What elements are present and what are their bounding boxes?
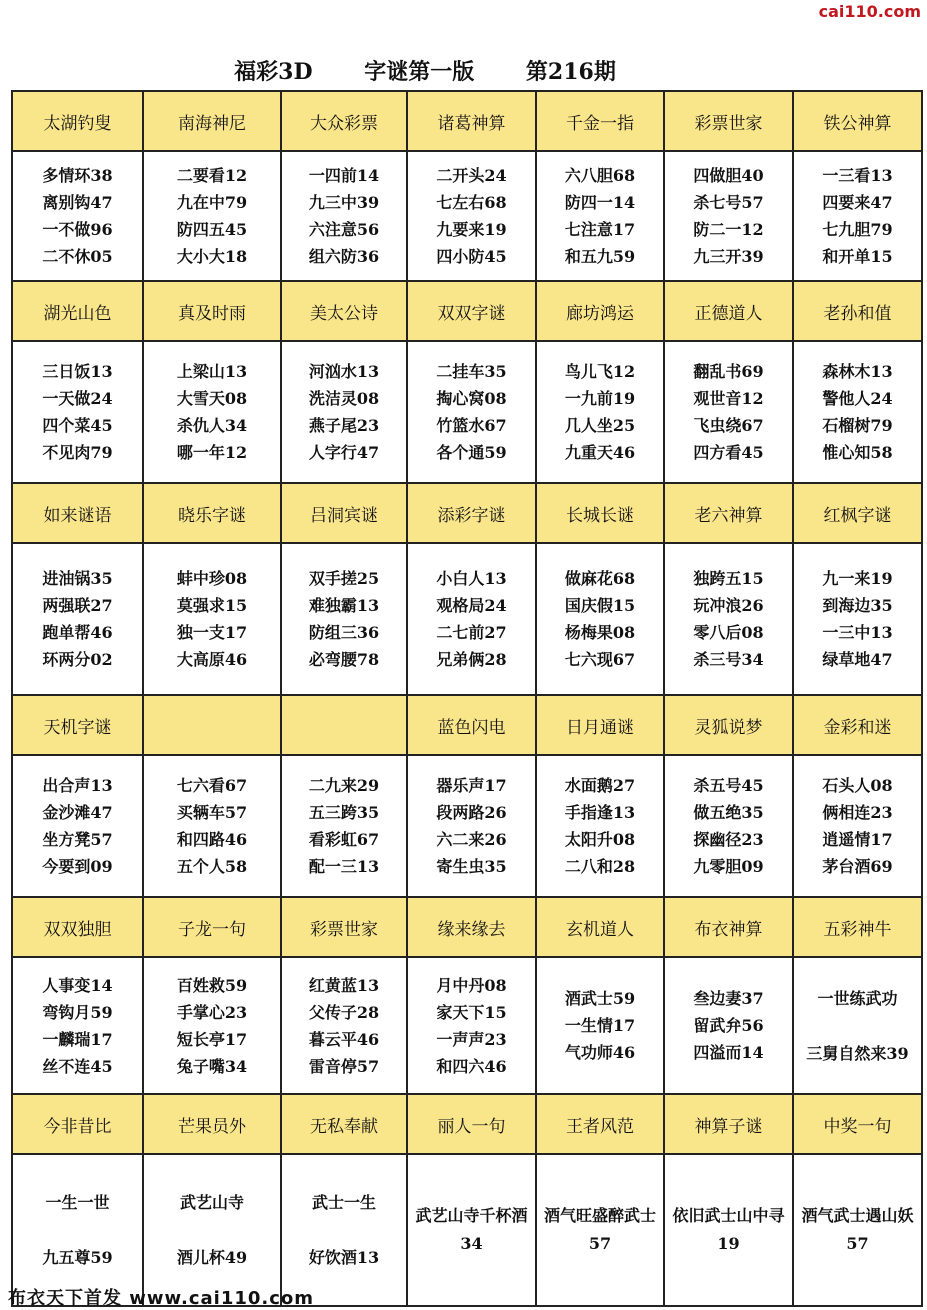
author-name: 今非昔比: [12, 1094, 143, 1154]
riddle-line: 四做胆40: [693, 166, 764, 185]
riddle-line: 酒气武士遇山妖57: [801, 1206, 914, 1253]
riddle-cell: [536, 755, 664, 897]
author-name: 缘来缘去: [407, 897, 536, 957]
author-name: 五彩神牛: [793, 897, 922, 957]
riddle-line: 五个人58: [176, 857, 248, 876]
riddle-line: 和五九59: [564, 247, 636, 266]
riddle-line: 九要来19: [436, 220, 507, 239]
riddle-line: 和开单15: [822, 247, 893, 266]
riddle-line: 七注意17: [564, 220, 636, 239]
author-name: [143, 695, 281, 755]
riddle-cell: [536, 341, 664, 483]
riddle-line: 兄弟俩28: [436, 650, 507, 669]
riddle-line: 三舅自然来39: [806, 1043, 909, 1063]
author-name: 湖光山色: [12, 281, 143, 341]
riddle-line: 九在中79: [176, 193, 248, 212]
riddle-line: 一不做96: [42, 220, 113, 239]
author-name: 丽人一句: [407, 1094, 536, 1154]
riddle-cell: [664, 755, 793, 897]
riddle-line: 一三看13: [822, 166, 893, 185]
riddle-line: 九一来19: [822, 569, 893, 588]
riddle-line: 杨梅果08: [564, 623, 636, 642]
riddle-cell: [143, 755, 281, 897]
riddle-line: 国庆假15: [564, 596, 636, 615]
riddle-line: 酒儿杯49: [176, 1248, 248, 1267]
riddle-line: 大雪天08: [176, 389, 248, 408]
riddle-cell: [407, 755, 536, 897]
author-name: 神算子谜: [664, 1094, 793, 1154]
riddle-line: 丝不连45: [42, 1056, 113, 1076]
riddle-line: 二七前27: [436, 623, 507, 642]
riddle-line: 绿草地47: [822, 650, 893, 669]
riddle-line: 五三跨35: [308, 803, 380, 822]
riddle-cell: [281, 341, 407, 483]
riddle-line: 九三开39: [693, 247, 764, 266]
riddle-row: [12, 341, 922, 483]
header-row: [12, 91, 922, 151]
riddle-line: 各个通59: [436, 443, 507, 462]
author-name: 铁公神算: [793, 91, 922, 151]
riddle-cell: [536, 1154, 664, 1306]
author-name: 彩票世家: [281, 897, 407, 957]
author-name: 灵狐说梦: [664, 695, 793, 755]
riddle-line: 和四六46: [436, 1056, 507, 1076]
riddle-line: 零八后08: [693, 623, 764, 642]
riddle-line: 一生一世: [45, 1193, 110, 1212]
riddle-line: 四溢而14: [693, 1043, 764, 1062]
riddle-line: 器乐声17: [436, 776, 507, 795]
author-name: 美太公诗: [281, 281, 407, 341]
riddle-line: 一九前19: [564, 389, 636, 408]
riddle-line: 翻乱书69: [693, 362, 764, 381]
riddle-cell: [143, 543, 281, 695]
riddle-line: 到海边35: [822, 596, 893, 615]
riddle-line: 不见肉79: [42, 443, 113, 462]
riddle-line: 独一支17: [176, 623, 248, 642]
page-title: [0, 55, 850, 86]
riddle-row: [12, 543, 922, 695]
riddle-line: 难独霸13: [308, 596, 380, 615]
riddle-line: 气功师46: [564, 1043, 636, 1062]
author-name: 如来谜语: [12, 483, 143, 543]
riddle-cell: [536, 543, 664, 695]
riddle-line: 环两分02: [42, 650, 113, 669]
author-name: 彩票世家: [664, 91, 793, 151]
author-name: 王者风范: [536, 1094, 664, 1154]
riddle-line: 森林木13: [822, 362, 893, 381]
riddle-line: 上梁山13: [176, 362, 248, 381]
riddle-cell: [407, 151, 536, 281]
riddle-line: 酒气旺盛醉武士57: [543, 1206, 656, 1253]
author-name: [281, 695, 407, 755]
author-name: 廊坊鸿运: [536, 281, 664, 341]
riddle-line: 两强联27: [42, 596, 113, 615]
riddle-line: 武艺山寺千杯酒34: [415, 1206, 528, 1253]
riddle-line: 石头人08: [822, 776, 893, 795]
riddle-line: 九零胆09: [693, 857, 764, 876]
riddle-line: 组六防36: [308, 247, 380, 266]
riddle-line: 做麻花68: [564, 569, 636, 588]
riddle-line: 警他人24: [822, 389, 893, 408]
riddle-line: 雷音停57: [308, 1056, 380, 1076]
author-name: 蓝色闪电: [407, 695, 536, 755]
riddle-line: 二九来29: [308, 776, 380, 795]
author-name: 双双独胆: [12, 897, 143, 957]
riddle-line: 杀三号34: [693, 650, 764, 669]
riddle-line: 四要来47: [822, 193, 893, 212]
riddle-cell: [793, 755, 922, 897]
riddle-line: 酒武士59: [564, 989, 636, 1008]
riddle-line: 一生情17: [564, 1016, 636, 1035]
riddle-line: 哪一年12: [176, 443, 248, 462]
riddle-line: 杀七号57: [693, 193, 764, 212]
riddle-line: 观格局24: [436, 596, 507, 615]
author-name: 芒果员外: [143, 1094, 281, 1154]
riddle-line: 杀五号45: [693, 776, 764, 795]
author-name: 南海神尼: [143, 91, 281, 151]
author-name: 中奖一句: [793, 1094, 922, 1154]
header-row: [12, 1094, 922, 1154]
riddle-line: 七六看67: [176, 776, 248, 795]
riddle-line: 洗洁灵08: [308, 389, 380, 408]
riddle-line: 兔子嘴34: [176, 1056, 248, 1076]
riddle-line: 七九胆79: [822, 220, 893, 239]
riddle-line: 武士一生: [311, 1193, 376, 1212]
riddle-line: 依旧武士山中寻19: [672, 1206, 785, 1253]
riddle-line: 竹篮水67: [436, 416, 507, 435]
riddle-cell: [12, 957, 143, 1094]
title-issue: 第216期: [525, 59, 616, 85]
riddle-line: 今要到09: [42, 857, 113, 876]
riddle-line: 和四路46: [176, 830, 248, 849]
header-row: [12, 897, 922, 957]
riddle-cell: [664, 957, 793, 1094]
riddle-line: 河汹水13: [308, 362, 380, 381]
riddle-line: 六八胆68: [564, 166, 636, 185]
author-name: 金彩和迷: [793, 695, 922, 755]
riddle-line: 一世练武功: [817, 988, 898, 1008]
riddle-cell: [143, 957, 281, 1094]
riddle-row: [12, 755, 922, 897]
author-name: 大众彩票: [281, 91, 407, 151]
riddle-cell: [12, 543, 143, 695]
riddle-line: 父传子28: [308, 1002, 380, 1022]
riddle-line: 武艺山寺: [179, 1193, 244, 1212]
riddle-line: 一麟瑞17: [42, 1029, 113, 1049]
riddle-line: 离别钩47: [42, 193, 113, 212]
riddle-line: 一四前14: [308, 166, 380, 185]
riddle-line: 惟心知58: [822, 443, 893, 462]
riddle-line: 六注意56: [308, 220, 380, 239]
riddle-line: 燕子尾23: [308, 416, 380, 435]
riddle-line: 大小大18: [176, 247, 248, 266]
riddle-cell: [536, 957, 664, 1094]
title-edition: 字谜第一版: [364, 59, 475, 85]
riddle-line: 多情环38: [42, 166, 113, 185]
riddle-line: 寄生虫35: [436, 857, 507, 876]
riddle-line: 四小防45: [436, 247, 507, 266]
riddle-row: [12, 957, 922, 1094]
riddle-line: 双手搓25: [308, 569, 380, 588]
riddle-line: 短长亭17: [176, 1029, 248, 1049]
riddle-cell: [793, 543, 922, 695]
riddle-line: 一声声23: [436, 1029, 507, 1049]
riddle-line: 鸟儿飞12: [564, 362, 636, 381]
header-row: [12, 281, 922, 341]
riddle-line: 莫强求15: [176, 596, 248, 615]
header-row: [12, 483, 922, 543]
author-name: 太湖钓叟: [12, 91, 143, 151]
riddle-cell: [407, 1154, 536, 1306]
riddle-line: 杀仇人34: [176, 416, 248, 435]
author-name: 吕洞宾谜: [281, 483, 407, 543]
riddle-line: 掏心窝08: [436, 389, 507, 408]
riddle-cell: [536, 151, 664, 281]
riddle-line: 防四一14: [564, 193, 636, 212]
site-watermark: cai110.com: [818, 2, 921, 21]
riddle-cell: [664, 1154, 793, 1306]
riddle-line: 四方看45: [693, 443, 764, 462]
riddle-line: 一三中13: [822, 623, 893, 642]
author-name: 天机字谜: [12, 695, 143, 755]
riddle-line: 玩冲浪26: [693, 596, 764, 615]
riddle-line: 进油锅35: [42, 569, 113, 588]
riddle-line: 大高原46: [176, 650, 248, 669]
author-name: 子龙一句: [143, 897, 281, 957]
riddle-cell: [281, 151, 407, 281]
riddle-cell: [12, 341, 143, 483]
riddle-cell: [793, 151, 922, 281]
riddle-line: 俩相连23: [822, 803, 893, 822]
riddle-line: 暮云平46: [308, 1029, 380, 1049]
riddle-line: 飞虫绕67: [693, 416, 764, 435]
title-lottery: 福彩3D: [234, 59, 313, 85]
riddle-line: 好饮酒13: [308, 1248, 380, 1267]
riddle-line: 看彩虹67: [308, 830, 380, 849]
riddle-line: 三日饭13: [42, 362, 113, 381]
riddle-line: 买辆车57: [176, 803, 248, 822]
author-name: 正德道人: [664, 281, 793, 341]
riddle-line: 月中丹08: [436, 975, 507, 995]
author-name: 诸葛神算: [407, 91, 536, 151]
riddle-cell: [12, 755, 143, 897]
riddle-line: 二不休05: [42, 247, 113, 266]
riddle-line: 人事变14: [42, 975, 113, 995]
author-name: 玄机道人: [536, 897, 664, 957]
riddle-line: 防组三36: [308, 623, 380, 642]
riddle-line: 七六现67: [564, 650, 636, 669]
riddle-cell: [281, 957, 407, 1094]
riddle-line: 二开头24: [436, 166, 507, 185]
riddle-line: 七左右68: [436, 193, 507, 212]
header-row: [12, 695, 922, 755]
riddle-cell: [143, 341, 281, 483]
riddle-cell: [407, 341, 536, 483]
riddle-line: 弯钩月59: [42, 1002, 113, 1022]
riddle-line: 坐方凳57: [42, 830, 113, 849]
author-name: 老孙和值: [793, 281, 922, 341]
riddle-line: 一天做24: [42, 389, 113, 408]
riddle-line: 石榴树79: [822, 416, 893, 435]
author-name: 无私奉献: [281, 1094, 407, 1154]
riddle-line: 人字行47: [308, 443, 380, 462]
riddle-line: 逍遥情17: [822, 830, 893, 849]
author-name: 千金一指: [536, 91, 664, 151]
author-name: 晓乐字谜: [143, 483, 281, 543]
riddle-line: 二挂车35: [436, 362, 507, 381]
riddle-row: [12, 151, 922, 281]
riddle-line: 太阳升08: [564, 830, 636, 849]
riddle-line: 六二来26: [436, 830, 507, 849]
author-name: 日月通谜: [536, 695, 664, 755]
riddle-line: 水面鹅27: [564, 776, 636, 795]
riddle-cell: [793, 341, 922, 483]
riddle-cell: [664, 341, 793, 483]
riddle-line: 二要看12: [176, 166, 248, 185]
riddle-line: 留武弁56: [693, 1016, 764, 1035]
author-name: 真及时雨: [143, 281, 281, 341]
riddle-cell: [407, 957, 536, 1094]
author-name: 双双字谜: [407, 281, 536, 341]
riddle-line: 九重天46: [564, 443, 636, 462]
riddle-line: 九五尊59: [42, 1248, 113, 1267]
riddle-line: 叁边妻37: [693, 989, 764, 1008]
riddle-table: [11, 90, 923, 1307]
riddle-cell: [143, 151, 281, 281]
riddle-line: 二八和28: [564, 857, 636, 876]
riddle-line: 手指逢13: [564, 803, 636, 822]
riddle-cell: [664, 543, 793, 695]
riddle-line: 配一三13: [308, 857, 380, 876]
riddle-line: 小白人13: [436, 569, 507, 588]
riddle-line: 九三中39: [308, 193, 380, 212]
riddle-line: 出合声13: [42, 776, 113, 795]
riddle-cell: [407, 543, 536, 695]
riddle-line: 百姓救59: [176, 975, 248, 995]
riddle-line: 跑单帮46: [42, 623, 113, 642]
riddle-line: 防二一12: [693, 220, 764, 239]
riddle-cell: [281, 543, 407, 695]
riddle-line: 独跨五15: [693, 569, 764, 588]
author-name: 布衣神算: [664, 897, 793, 957]
riddle-line: 防四五45: [176, 220, 248, 239]
footer-source: 布衣天下首发 www.cai110.com: [8, 1288, 315, 1309]
riddle-line: 探幽径23: [693, 830, 764, 849]
riddle-line: 必弯腰78: [308, 650, 380, 669]
author-name: 添彩字谜: [407, 483, 536, 543]
riddle-line: 几人坐25: [564, 416, 636, 435]
riddle-line: 蚌中珍08: [176, 569, 248, 588]
riddle-line: 红黄蓝13: [308, 975, 380, 995]
riddle-cell: [793, 1154, 922, 1306]
author-name: 红枫字谜: [793, 483, 922, 543]
riddle-line: 家天下15: [436, 1002, 507, 1022]
author-name: 老六神算: [664, 483, 793, 543]
riddle-line: 段两路26: [436, 803, 507, 822]
riddle-cell: [281, 755, 407, 897]
riddle-line: 做五绝35: [693, 803, 764, 822]
riddle-cell: [793, 957, 922, 1094]
riddle-line: 手掌心23: [176, 1002, 248, 1022]
riddle-cell: [664, 151, 793, 281]
riddle-cell: [12, 151, 143, 281]
author-name: 长城长谜: [536, 483, 664, 543]
riddle-line: 四个菜45: [42, 416, 113, 435]
riddle-line: 观世音12: [693, 389, 764, 408]
riddle-line: 茅台酒69: [822, 857, 893, 876]
riddle-line: 金沙滩47: [42, 803, 113, 822]
